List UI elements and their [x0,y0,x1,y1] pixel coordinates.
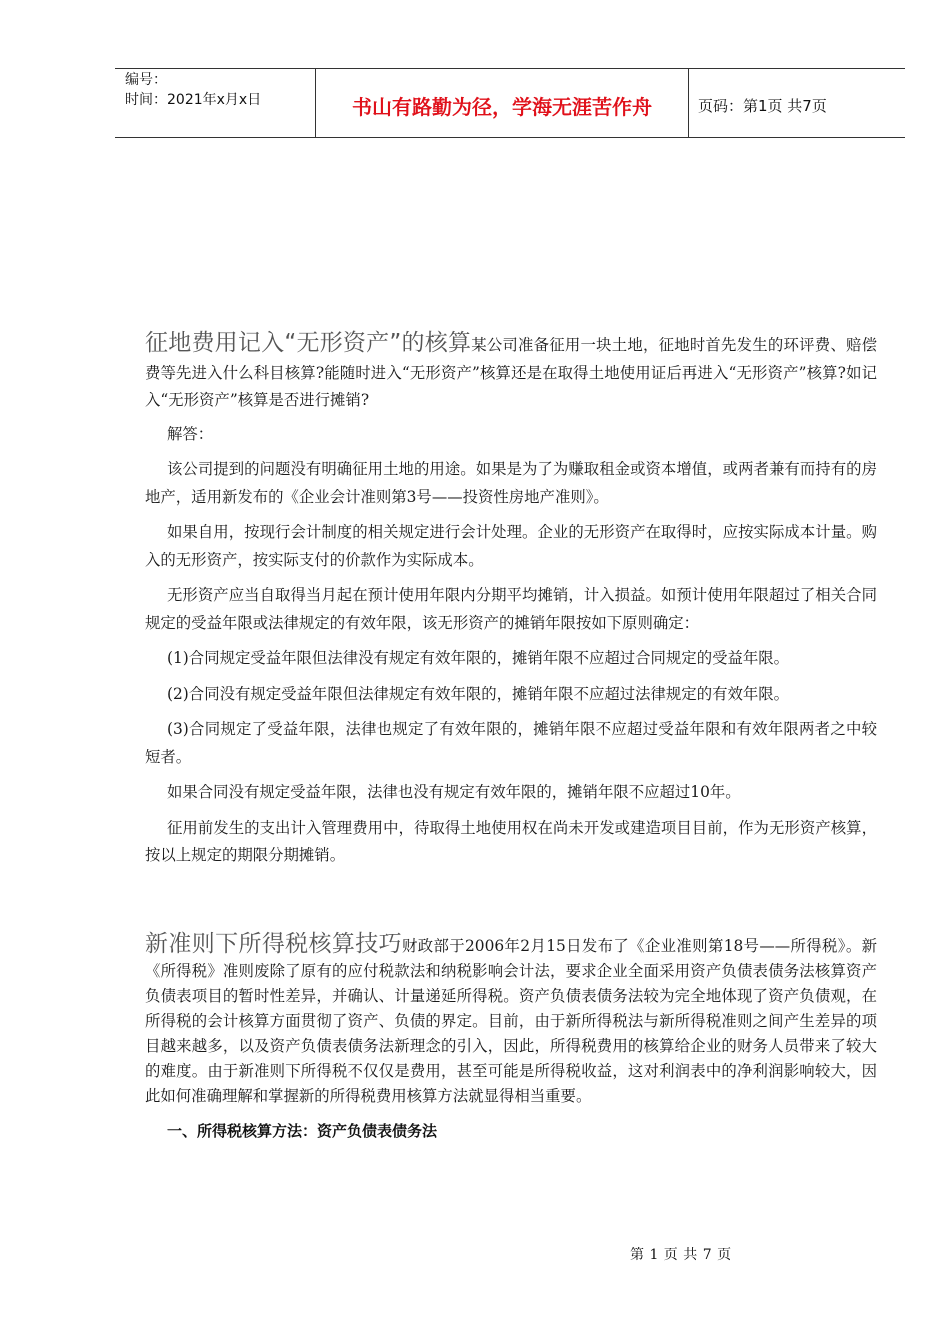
section1-title: 征地费用记入“无形资产”的核算 [145,330,472,356]
serial-label: 编号： [125,72,167,88]
section1-paragraph: 如果自用，按现行会计制度的相关规定进行会计处理。企业的无形资产在取得时，应按实际成本计量。购入的无形资产，按实际支付的价款作为实际成本。 [145,523,877,569]
document-body [145,330,877,1143]
section1-paragraph: 解答： [167,424,214,443]
section1-paragraph: (3)合同规定了受益年限，法律也规定了有效年限的，摊销年限不应超过受益年限和有效年限两者之中较短者。 [145,720,877,766]
section1-paragraph: (2)合同没有规定受益年限但法律规定有效年限的，摊销年限不应超过法律规定的有效年限。 [167,684,790,703]
section2-subheading: 一、所得税核算方法：资产负债表债务法 [167,1121,438,1140]
section1-paragraph: (1)合同规定受益年限但法律没有规定有效年限的，摊销年限不应超过合同规定的受益年限。 [167,649,790,667]
section1-paragraph: 如果合同没有规定受益年限，法律也没有规定有效年限的，摊销年限不应超过10年。 [167,783,741,801]
page-footer: 第 1 页 共 7 页 [630,1247,732,1263]
header-page-label: 页码：第1页 共7页 [698,96,827,115]
section1-question: 某公司准备征用一块土地，征地时首先发生的环评费、赔偿费等先进入什么科目核算?能随时进入“无形资产”核算还是在取得土地使用证后再进入“无形资产”核算?如记入“无形资产”核算是否进行摊销? [145,336,877,409]
section2-intro [145,932,877,1109]
section1-paragraph: 无形资产应当自取得当月起在预计使用年限内分期平均摊销，计入损益。如预计使用年限超过了相关合同规定的受益年限或法律规定的有效年限，该无形资产的摊销年限按如下原则确定： [145,586,877,632]
section1-intro [145,330,877,415]
page-header [115,68,905,138]
header-meta [115,69,316,137]
time-label: 时间：2021年x月x日 [125,92,262,108]
section2-lead: 财政部于2006年2月15日发布了《企业准则第18号——所得税》。新《所得税》准则废除了原有的应付税款法和纳税影响会计法，要求企业全面采用资产负债表债务法核算资产负债表项目的暂时性差异，并确认、计量递延所得税。资产负债表债务法较为完全地体现了资产负债观，在所得税的会计核算方面贯彻了资产、负债的界定。目前，由于新所得税法与新所得税准则之间产生差异的项目越来越多，以及资产负债表债务法新理念的引入，因此，所得税费用的核算给企业的财务人员带来了较大的难度。由于新准则下所得税不仅仅是费用，甚至可能是所得税收益，这对利润表中的净利润影响较大，因此如何准确理解和掌握新的所得税费用核算方法就显得相当重要。 [145,936,877,1105]
section1-paragraph: 该公司提到的问题没有明确征用土地的用途。如果是为了为赚取租金或资本增值，或两者兼有而持有的房地产，适用新发布的《企业会计准则第3号——投资性房地产准则》。 [145,460,877,506]
section1-paragraph: 征用前发生的支出计入管理费用中，待取得土地使用权在尚未开发或建造项目目前，作为无形资产核算，按以上规定的期限分期摊销。 [145,818,877,864]
header-motto: 书山有路勤为径，学海无涯苦作舟 [316,69,689,137]
section2 [145,932,877,1143]
section2-title: 新准则下所得税核算技巧 [145,930,402,957]
